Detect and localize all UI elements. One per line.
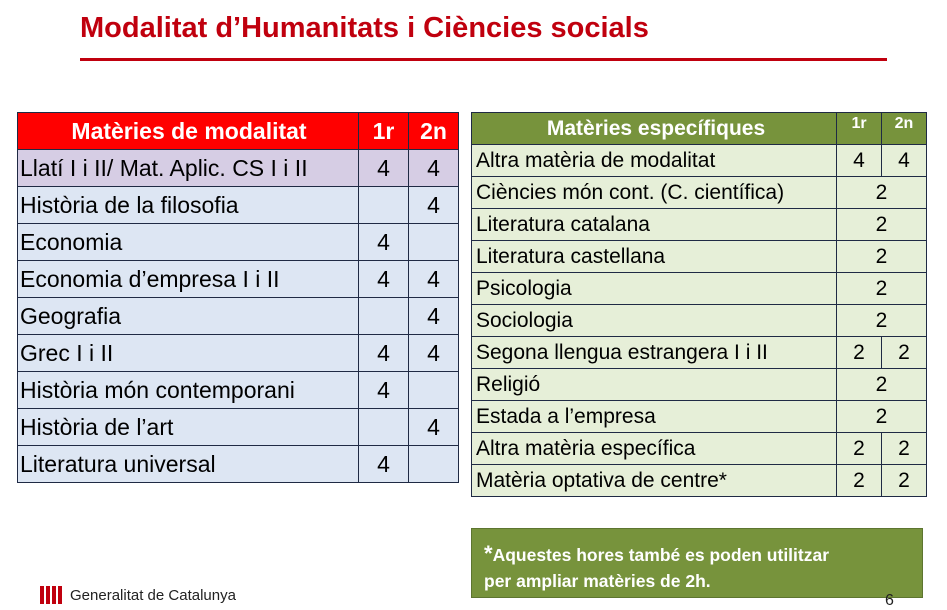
hours-year-2 (409, 372, 459, 409)
subject-name: Segona llengua estrangera I i II (472, 337, 837, 369)
hours-year-2: 4 (409, 298, 459, 335)
header-subjects: Matèries específiques (472, 113, 837, 145)
hours-merged: 2 (837, 401, 927, 433)
hours-year-1 (359, 298, 409, 335)
hours-year-2 (409, 446, 459, 483)
hours-year-1: 4 (359, 446, 409, 483)
hours-year-2: 2 (882, 337, 927, 369)
header-subjects: Matèries de modalitat (18, 113, 359, 150)
subject-name: Literatura universal (18, 446, 359, 483)
hours-merged: 2 (837, 305, 927, 337)
table-row (472, 305, 927, 337)
subject-name: Altra matèria específica (472, 433, 837, 465)
organization-name: Generalitat de Catalunya (70, 586, 236, 604)
table-row (472, 145, 927, 177)
hours-merged: 2 (837, 209, 927, 241)
footnote-line-2: per ampliar matèries de 2h. (484, 571, 711, 591)
modality-subjects-table (17, 112, 459, 483)
subject-name: Estada a l’empresa (472, 401, 837, 433)
table-row (18, 409, 459, 446)
generalitat-logo-icon (40, 586, 62, 604)
hours-year-1: 4 (359, 335, 409, 372)
hours-year-2: 4 (882, 145, 927, 177)
subject-name: Altra matèria de modalitat (472, 145, 837, 177)
table-header-row (18, 113, 459, 150)
footer (40, 586, 236, 604)
table-row (18, 372, 459, 409)
footnote-star: * (484, 541, 493, 566)
table-row (18, 298, 459, 335)
subject-name: Geografia (18, 298, 359, 335)
hours-merged: 2 (837, 177, 927, 209)
hours-year-1: 4 (837, 145, 882, 177)
subject-name: Ciències món cont. (C. científica) (472, 177, 837, 209)
subject-name: Història de l’art (18, 409, 359, 446)
subject-name: Literatura castellana (472, 241, 837, 273)
hours-year-2: 4 (409, 261, 459, 298)
subject-name: Matèria optativa de centre* (472, 465, 837, 497)
table-row (472, 433, 927, 465)
subject-name: Sociologia (472, 305, 837, 337)
table-row (18, 335, 459, 372)
hours-year-2: 2 (882, 465, 927, 497)
hours-merged: 2 (837, 369, 927, 401)
hours-year-2: 2 (882, 433, 927, 465)
hours-year-1 (359, 409, 409, 446)
table-row (472, 209, 927, 241)
header-year-2: 2n (409, 113, 459, 150)
subject-name: Psicologia (472, 273, 837, 305)
subject-name: Història món contemporani (18, 372, 359, 409)
hours-year-2: 4 (409, 335, 459, 372)
table-row (472, 369, 927, 401)
subject-name: Història de la filosofia (18, 187, 359, 224)
hours-year-2: 4 (409, 409, 459, 446)
subject-name: Economia (18, 224, 359, 261)
hours-year-1 (359, 187, 409, 224)
hours-year-2: 4 (409, 150, 459, 187)
header-year-1: 1r (837, 113, 882, 145)
header-year-2: 2n (882, 113, 927, 145)
table-row (472, 241, 927, 273)
hours-merged: 2 (837, 241, 927, 273)
table-row (18, 150, 459, 187)
subject-name: Religió (472, 369, 837, 401)
table-row (472, 177, 927, 209)
header-year-1: 1r (359, 113, 409, 150)
table-row (472, 337, 927, 369)
hours-year-1: 4 (359, 261, 409, 298)
hours-year-1: 2 (837, 433, 882, 465)
subject-name: Grec I i II (18, 335, 359, 372)
hours-merged: 2 (837, 273, 927, 305)
table-row (472, 465, 927, 497)
table-row (472, 273, 927, 305)
hours-year-1: 4 (359, 372, 409, 409)
table-row (18, 187, 459, 224)
table-row (18, 261, 459, 298)
table-row (18, 446, 459, 483)
table-row (472, 401, 927, 433)
table-row (18, 224, 459, 261)
hours-year-1: 2 (837, 337, 882, 369)
subject-name: Economia d’empresa I i II (18, 261, 359, 298)
hours-year-2 (409, 224, 459, 261)
footnote-box (471, 528, 923, 598)
footnote-line-1: Aquestes hores també es poden utilitzar (492, 545, 830, 565)
subject-name: Llatí I i II/ Mat. Aplic. CS I i II (18, 150, 359, 187)
title-divider (80, 58, 887, 61)
hours-year-1: 4 (359, 150, 409, 187)
hours-year-1: 4 (359, 224, 409, 261)
page-number: 6 (885, 592, 894, 609)
specific-subjects-table (471, 112, 927, 497)
hours-year-2: 4 (409, 187, 459, 224)
subject-name: Literatura catalana (472, 209, 837, 241)
hours-year-1: 2 (837, 465, 882, 497)
page-title: Modalitat d’Humanitats i Ciències socials (80, 12, 649, 44)
table-header-row (472, 113, 927, 145)
